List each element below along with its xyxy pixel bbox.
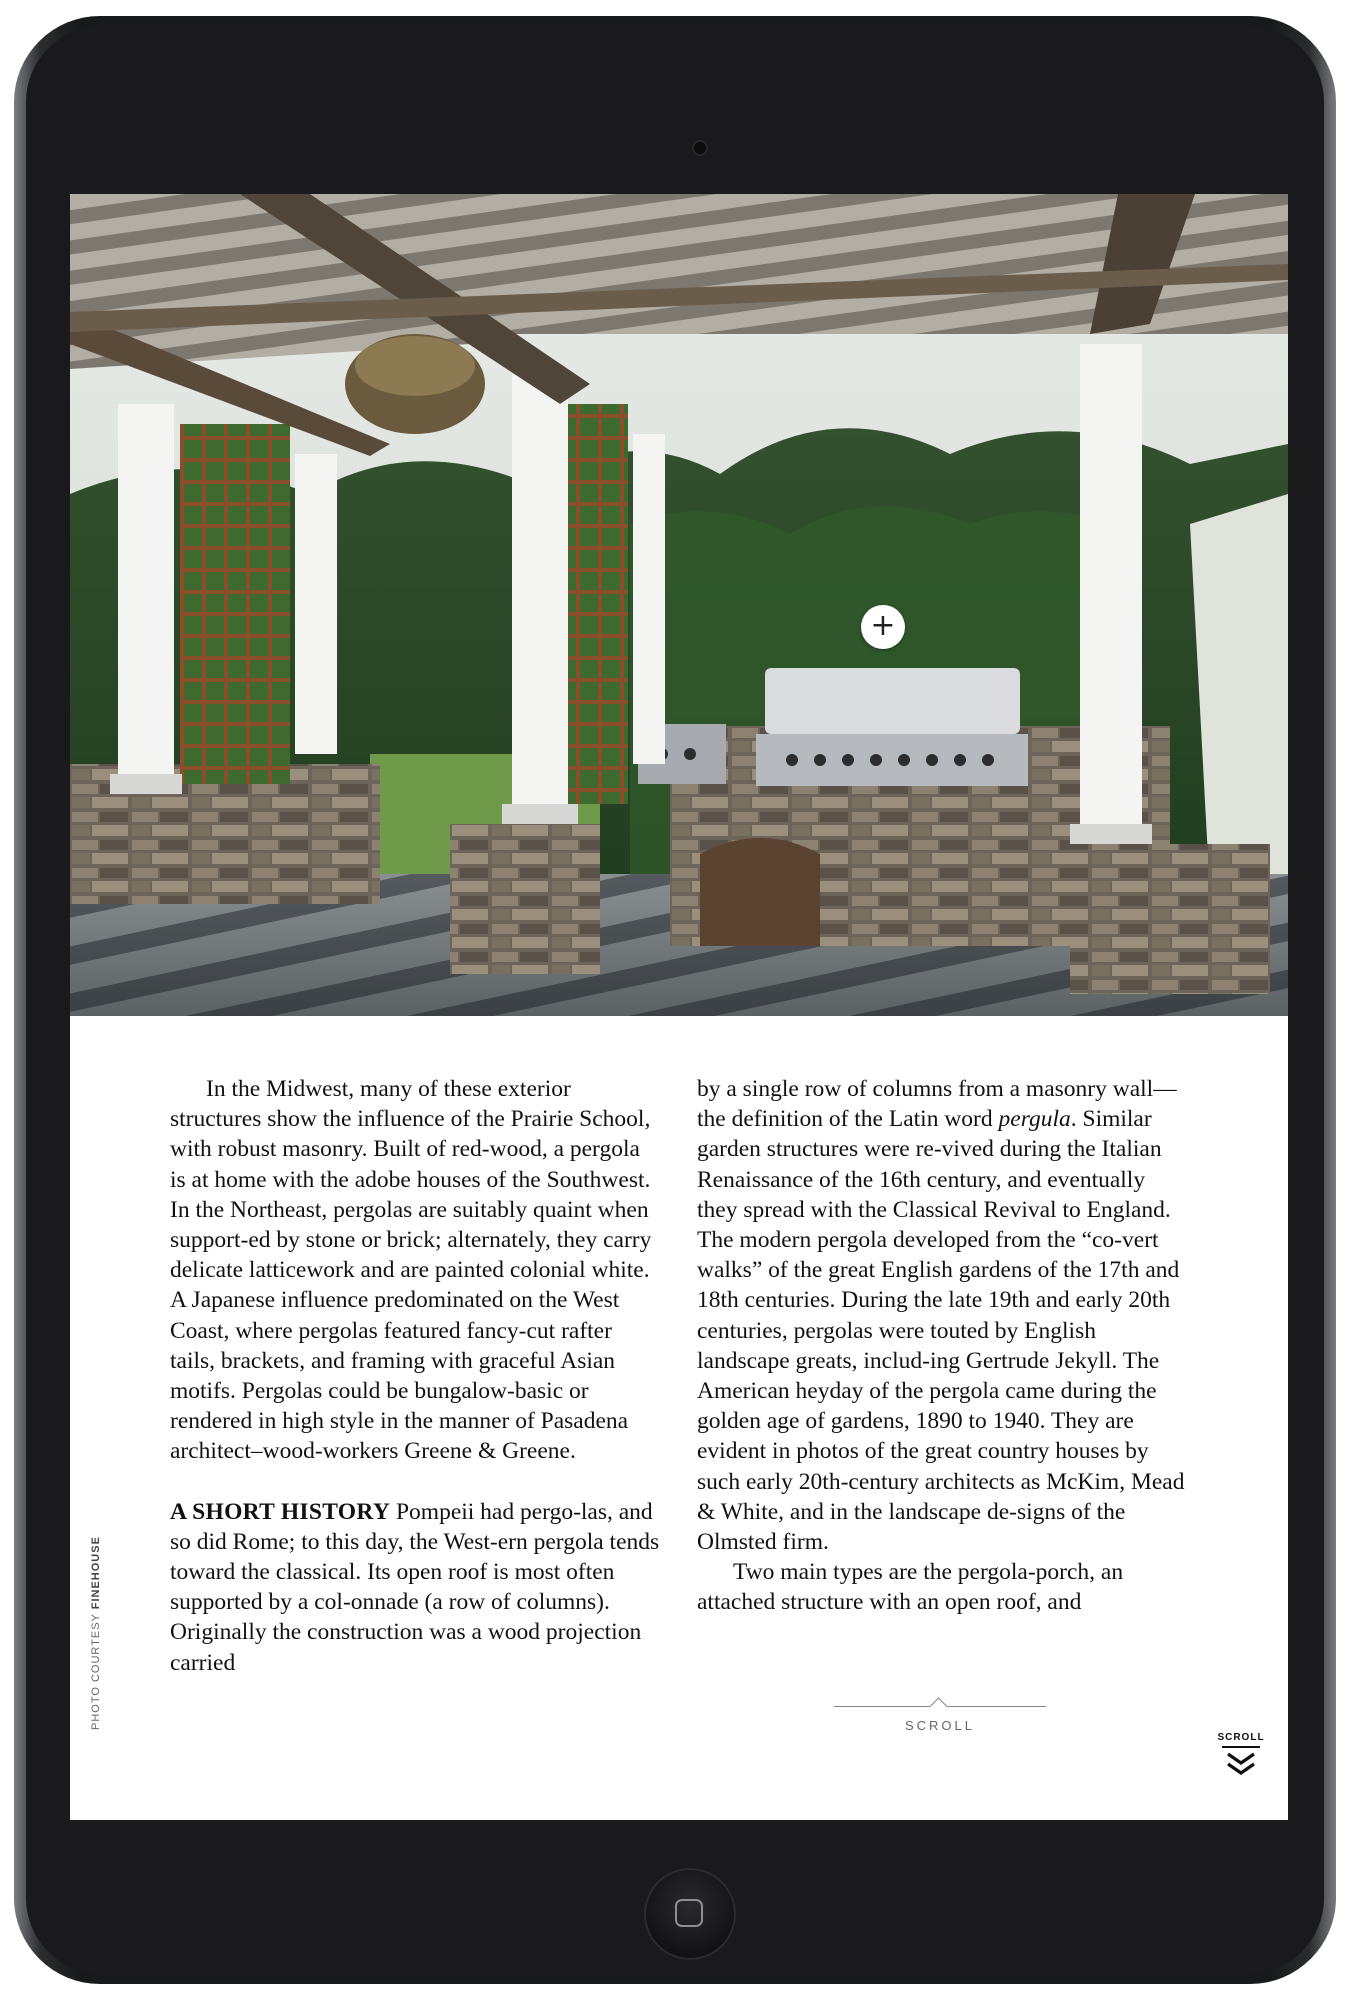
article-paragraph [697,1074,1189,1557]
plus-icon[interactable]: + [861,605,905,649]
article-column-1 [170,1074,660,1678]
article-paragraph [170,1497,660,1678]
pergola-photo-illustration [70,194,1288,1016]
article-text: by a single row of columns from a masonry wall—the definition of the Latin word [697,1076,1177,1133]
article-paragraph: Two main types are the pergola-porch, an attached structure with an open roof, and [697,1559,1124,1616]
scroll-button[interactable] [1216,1732,1266,1792]
magazine-screen [70,194,1288,1820]
section-subhead: A SHORT HISTORY [170,1498,391,1525]
article-paragraph: In the Midwest, many of these exterior structures show the influence of the Prairie School, with robust masonry. Built of red-wood, a pergola is at home with the adobe houses of the Southwest. In the Northeast, pergolas are suitably quaint when support-ed by stone or brick; alternately, they carry delicate latticework and are painted colonial white. A Japanese influence predominated on the West Coast, where pergolas featured fancy-cut rafter tails, brackets, and framing with graceful Asian motifs. Pergolas could be bungalow-basic or rendered in high style in the manner of Pasadena architect–wood-workers Greene & Greene. [170,1076,652,1465]
scroll-corner-bar [1222,1746,1260,1748]
scroll-corner-label: SCROLL [1217,1732,1265,1743]
article-text: Pompeii had pergo-las, and so did Rome; to this day, the West-ern pergola tends toward the classical. Its open roof is most often supported by a col-onnade (a row of columns). Originally the construction was a wood projection carried [170,1498,660,1676]
photo-credit: PHOTO COURTESY FINEHOUSE [90,1536,102,1730]
double-chevron-down-icon [1224,1750,1258,1778]
article-text: . Similar garden structures were re-vived during the Italian Renaissance of the 16th century, and eventually they spread with the Classical Revival to England. The modern pergola developed from the “co-vert walks” of the great English gardens of the 17th and 18th centuries. During the late 19th and early 20th centuries, pergolas were touted by English landscape greats, includ-ing Gertrude Jekyll. The American heyday of the pergola came during the golden age of gardens, 1890 to 1940. They are evident in photos of the great country houses by such early 20th-century architects as McKim, Mead & White, and in the landscape de-signs of the Olmsted firm. [697,1106,1185,1556]
home-square-icon [675,1899,703,1927]
latin-term: pergula [998,1106,1071,1133]
scroll-indicator[interactable] [834,1702,1046,1742]
caret-up-icon [929,1697,947,1715]
front-camera [694,142,706,154]
photo-credit-source: FINEHOUSE [90,1536,102,1610]
pergola-photo[interactable] [70,194,1288,1016]
article-column-2 [697,1074,1189,1618]
scroll-label: SCROLL [904,1718,976,1733]
home-button[interactable] [644,1868,736,1960]
